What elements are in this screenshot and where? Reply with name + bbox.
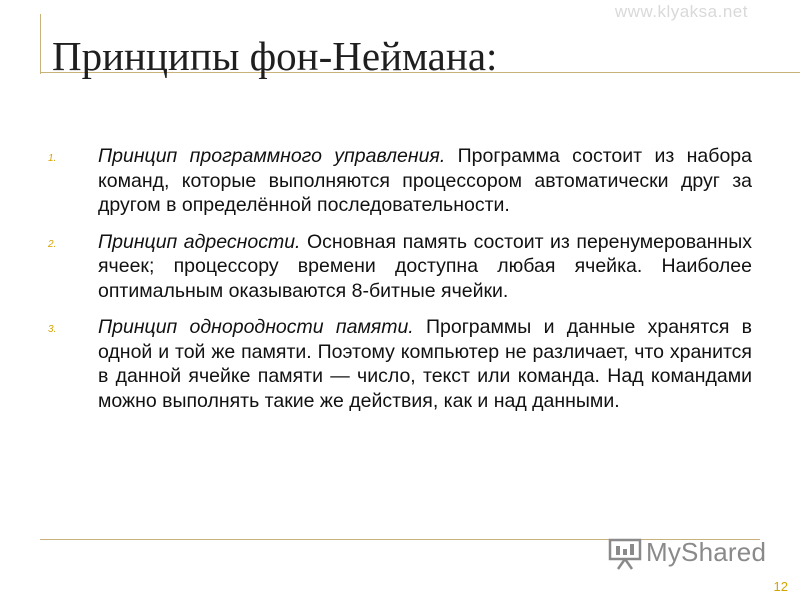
item-text-block — [98, 144, 752, 218]
item-number: 2. — [48, 238, 57, 250]
presentation-board-icon — [608, 536, 642, 570]
brand-name: MyShared — [646, 536, 767, 567]
list-item — [48, 230, 752, 304]
item-text-block — [98, 315, 752, 413]
list-item — [48, 315, 752, 413]
item-description: Программы и данные хранятся в одной и той же памяти. Поэтому компьютер не различает, что хранится в данной ячейке памяти — число, текст или команда. Над командами можно выполнять такие же действия, как и над данными. — [98, 316, 752, 412]
brand-logo[interactable] — [608, 536, 766, 570]
item-term: Принцип программного управления. — [98, 145, 446, 167]
item-number: 3. — [48, 324, 57, 335]
item-number: 1. — [48, 153, 57, 164]
list-item — [48, 144, 752, 218]
item-description: Программа состоит из набора команд, которые выполняются процессором автоматически друг за другом в определённой последовательности. — [98, 145, 752, 216]
title-divider-vertical — [40, 14, 41, 74]
page-number: 12 — [773, 579, 788, 594]
item-description: Основная память состоит из перенумерованных ячеек; процессору времени доступна любая ячейка. Наиболее оптимальным оказываются 8-битные ячейки. — [98, 230, 753, 302]
item-term: Принцип однородности памяти. — [98, 316, 414, 338]
item-term: Принцип адресности. — [98, 230, 301, 253]
principles-list — [48, 144, 752, 425]
watermark-text: www.klyaksa.net — [614, 2, 748, 21]
slide-title: Принципы фон-Неймана: — [52, 33, 498, 79]
item-text-block — [98, 230, 752, 304]
